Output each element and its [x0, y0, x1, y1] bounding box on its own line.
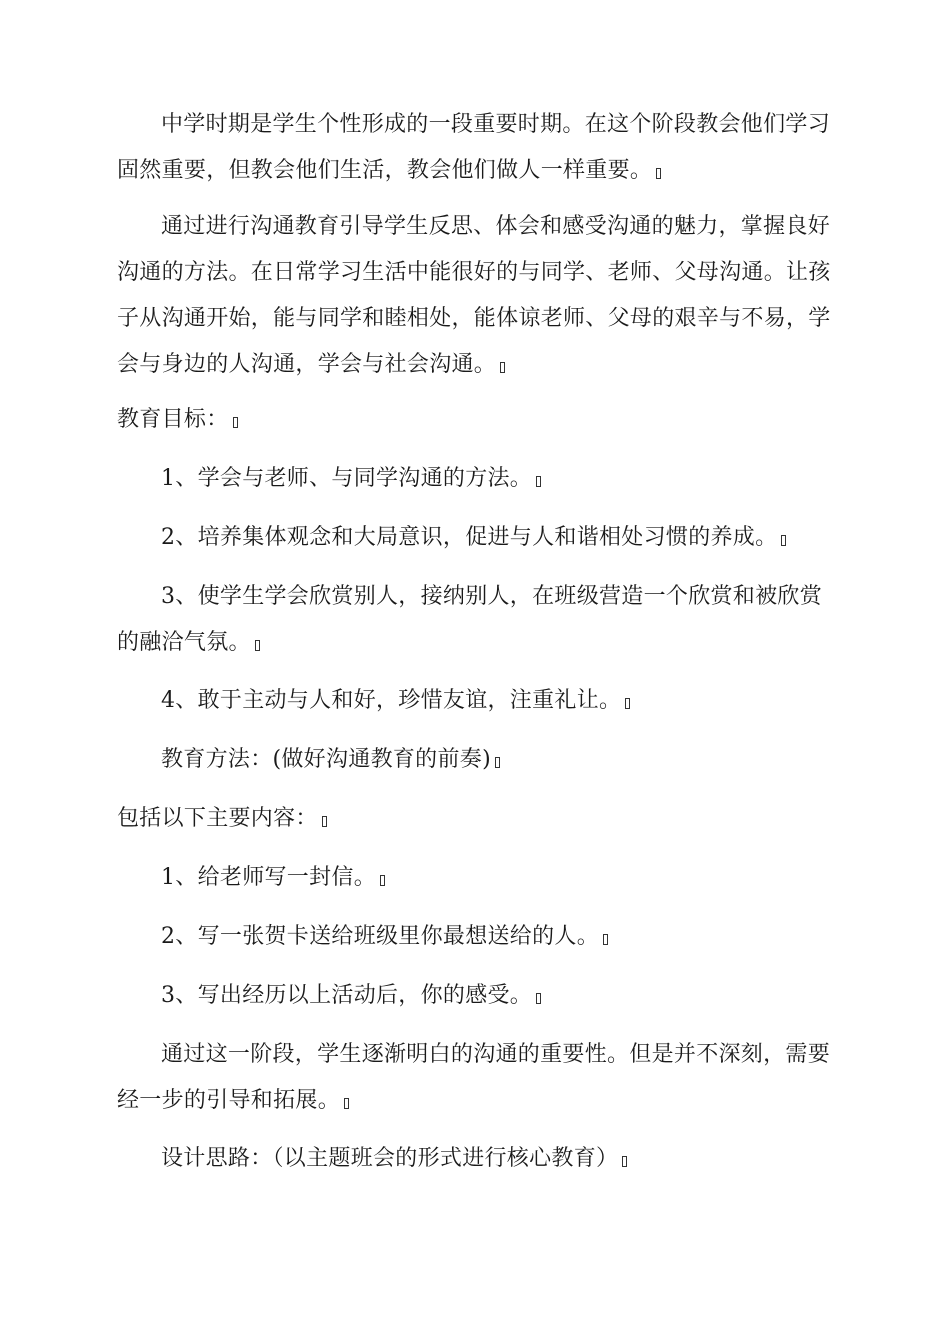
paragraph-mark-icon [536, 993, 541, 1004]
content-item-2 [117, 914, 833, 960]
goal-item-3 [117, 574, 833, 666]
paragraph-mark-icon [380, 875, 385, 886]
paragraph-mark-icon [344, 1098, 349, 1109]
paragraph-mark-icon [656, 168, 661, 179]
goal-item-2 [117, 515, 833, 561]
content-item-3 [117, 973, 833, 1019]
paragraph-mark-icon [603, 934, 608, 945]
goal-item-1 [117, 456, 833, 502]
paragraph-mark-icon [781, 535, 786, 546]
heading-education-method [117, 737, 833, 783]
paragraph-text: 2、写一张贺卡送给班级里你最想送给的人。 [161, 924, 599, 949]
paragraph-mark-icon [536, 476, 541, 487]
paragraph-text: 1、学会与老师、与同学沟通的方法。 [161, 466, 533, 491]
paragraph-text: 通过进行沟通教育引导学生反思、体会和感受沟通的魅力，掌握良好沟通的方法。在日常学习生活中能很好的与同学、老师、父母沟通。让孩子从沟通开始，能与同学和睦相处，能体谅老师、父母的艰辛与不易，学会与身边的人沟通，学会与社会沟通。 [117, 214, 831, 377]
paragraph-text: 中学时期是学生个性形成的一段重要时期。在这个阶段教会他们学习固然重要，但教会他们生活，教会他们做人一样重要。 [117, 112, 831, 183]
paragraph-text: 3、使学生学会欣赏别人，接纳别人，在班级营造一个欣赏和被欣赏的融洽气氛。 [117, 584, 822, 655]
paragraph-text: 1、给老师写一封信。 [161, 865, 376, 890]
paragraph-mark-icon [500, 362, 505, 373]
paragraph-mark-icon [255, 640, 260, 651]
paragraph-mark-icon [233, 417, 238, 428]
paragraph-mark-icon [322, 816, 327, 827]
paragraph-stage-summary [117, 1032, 833, 1124]
paragraph-text: 通过这一阶段，学生逐渐明白的沟通的重要性。但是并不深刻，需要经一步的引导和拓展。 [117, 1042, 831, 1113]
paragraph-intro [117, 102, 833, 194]
paragraph-text: 2、培养集体观念和大局意识，促进与人和谐相处习惯的养成。 [161, 525, 778, 550]
paragraph-mark-icon [495, 757, 500, 768]
paragraph-text: 包括以下主要内容： [117, 806, 318, 831]
paragraph-text: 3、写出经历以上活动后，你的感受。 [161, 983, 533, 1008]
goal-item-4 [117, 678, 833, 724]
heading-design-idea [117, 1136, 833, 1182]
paragraph-text: 设计思路：（以主题班会的形式进行核心教育） [161, 1146, 619, 1171]
paragraph-text: 4、敢于主动与人和好，珍惜友谊，注重礼让。 [161, 688, 622, 713]
heading-education-goals [117, 397, 833, 443]
paragraph-mark-icon [622, 1156, 627, 1167]
paragraph-purpose [117, 204, 833, 388]
paragraph-mark-icon [625, 698, 630, 709]
paragraph-text: 教育目标： [117, 407, 229, 432]
heading-main-content [117, 796, 833, 842]
paragraph-text: 教育方法：(做好沟通教育的前奏) [161, 747, 491, 772]
content-item-1 [117, 855, 833, 901]
